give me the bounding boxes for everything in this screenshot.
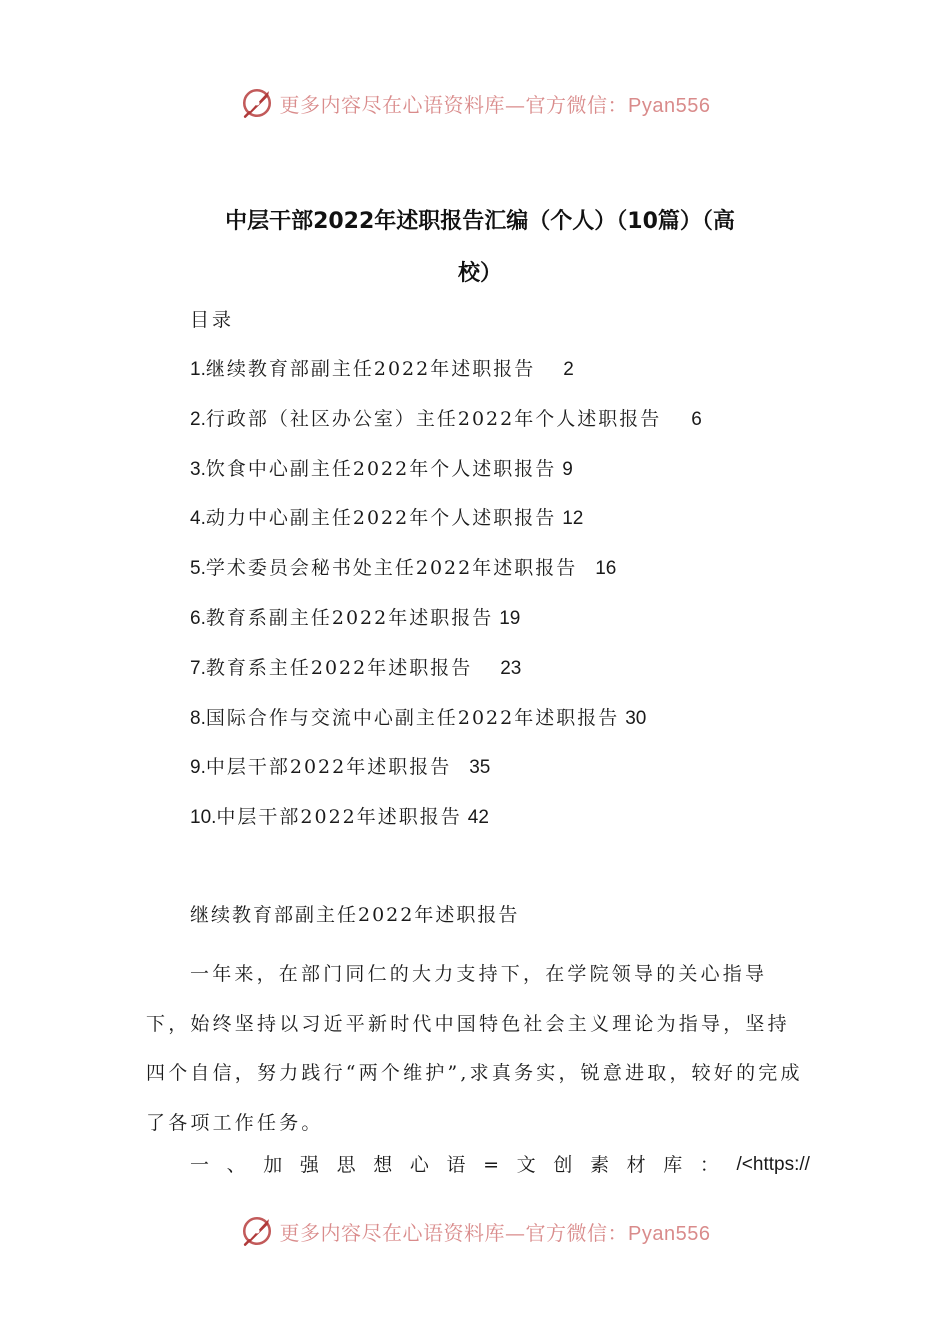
subheading-char: 一 (190, 1154, 210, 1176)
toc-item[interactable] (190, 501, 702, 551)
banner-text: 更多内容尽在心语资料库—官方微信：Pyan556 (279, 1220, 711, 1245)
banner-text: 更多内容尽在心语资料库—官方微信：Pyan556 (279, 92, 711, 117)
toc-item[interactable] (190, 750, 702, 800)
toc-item[interactable] (190, 651, 702, 701)
subheading-char: 库 (663, 1154, 683, 1176)
footer-watermark-banner (0, 1209, 950, 1253)
toc-item-page: 30 (625, 707, 647, 729)
toc-item-page: 23 (500, 657, 522, 679)
toc-item-text: 动力中心副主任2022年个人述职报告 (205, 507, 557, 530)
section-heading: 继续教育部副主任2022年述职报告 (190, 904, 520, 926)
subheading-char: 语 (446, 1154, 466, 1176)
toc-item[interactable] (190, 352, 702, 402)
title-line-2: 校） (457, 261, 502, 286)
toc-item-text: 学术委员会秘书处主任2022年述职报告 (205, 557, 578, 580)
section-subheading-line (190, 1148, 810, 1182)
toc-item-number: 4. (190, 508, 206, 530)
banner-content (240, 86, 711, 120)
toc-item-text: 继续教育部副主任2022年述职报告 (205, 358, 536, 380)
toc-item-number: 5. (190, 558, 206, 580)
toc-item[interactable] (190, 601, 702, 651)
toc-item-page: 42 (467, 807, 489, 829)
subheading-char: 心 (409, 1154, 429, 1176)
toc-item-number: 9. (190, 757, 206, 779)
toc-item[interactable] (190, 800, 702, 850)
toc-item-page: 6 (691, 408, 702, 430)
subheading-char: 想 (373, 1154, 393, 1176)
header-watermark-banner (0, 81, 950, 125)
subheading-char: 加 (263, 1154, 283, 1176)
subheading-char: 强 (299, 1154, 319, 1176)
toc-item-page: 9 (562, 458, 573, 480)
title-line-1: 中层干部2022年述职报告汇编（个人）（10篇）（高 (225, 209, 735, 234)
toc-item-text: 教育系主任2022年述职报告 (205, 656, 473, 679)
subheading-char: 材 (626, 1154, 646, 1176)
toc-item-page: 2 (563, 359, 574, 380)
toc-item-page: 12 (562, 508, 584, 530)
subheading-char: 素 (589, 1154, 609, 1176)
pen-logo-icon (240, 1214, 274, 1248)
toc-item-number: 7. (190, 657, 206, 679)
subheading-char: = (483, 1154, 500, 1176)
toc-item-page: 16 (595, 558, 617, 580)
toc-item[interactable] (190, 551, 702, 601)
table-of-contents (190, 352, 702, 850)
toc-item[interactable] (190, 701, 702, 751)
toc-item-text: 中层干部2022年述职报告 (205, 756, 452, 779)
subheading-char: ： (699, 1154, 719, 1176)
toc-item-number: 6. (190, 607, 206, 629)
wechat-id: Pyan556 (628, 94, 711, 117)
body-paragraph: 一年来，在部门同仁的大力支持下，在学院领导的关心指导下，始终坚持以习近平新时代中国特色社会主义理论为指导，坚持四个自信，努力践行“两个维护”,求真务实，锐意进取，较好的完成了各项工作任务。 (146, 963, 803, 1134)
toc-item-text: 行政部（社区办公室）主任2022年个人述职报告 (205, 407, 662, 430)
toc-item-number: 2. (190, 408, 206, 430)
document-title (150, 196, 810, 300)
toc-item-text: 饮食中心副主任2022年个人述职报告 (205, 457, 557, 480)
toc-item-text: 中层干部2022年述职报告 (216, 806, 462, 829)
subheading-char: 文 (516, 1154, 536, 1176)
url-link-text[interactable]: /<https:// (736, 1154, 810, 1175)
toc-heading: 目录 (190, 309, 235, 331)
toc-item[interactable] (190, 402, 702, 452)
toc-item-text: 国际合作与交流中心副主任2022年述职报告 (205, 706, 620, 729)
pen-logo-icon (240, 86, 274, 120)
subheading-char: 思 (336, 1154, 356, 1176)
toc-item-number: 1. (190, 359, 206, 380)
toc-item-page: 19 (499, 607, 521, 629)
toc-item-number: 3. (190, 458, 206, 480)
toc-item[interactable] (190, 452, 702, 502)
wechat-id: Pyan556 (628, 1222, 711, 1245)
toc-item-number: 8. (190, 707, 206, 729)
toc-item-text: 教育系副主任2022年述职报告 (205, 606, 494, 629)
subheading-char: 创 (553, 1154, 573, 1176)
banner-content (240, 1214, 711, 1248)
toc-item-page: 35 (469, 757, 491, 779)
toc-item-number: 10. (190, 807, 217, 829)
subheading-char: 、 (226, 1154, 246, 1176)
